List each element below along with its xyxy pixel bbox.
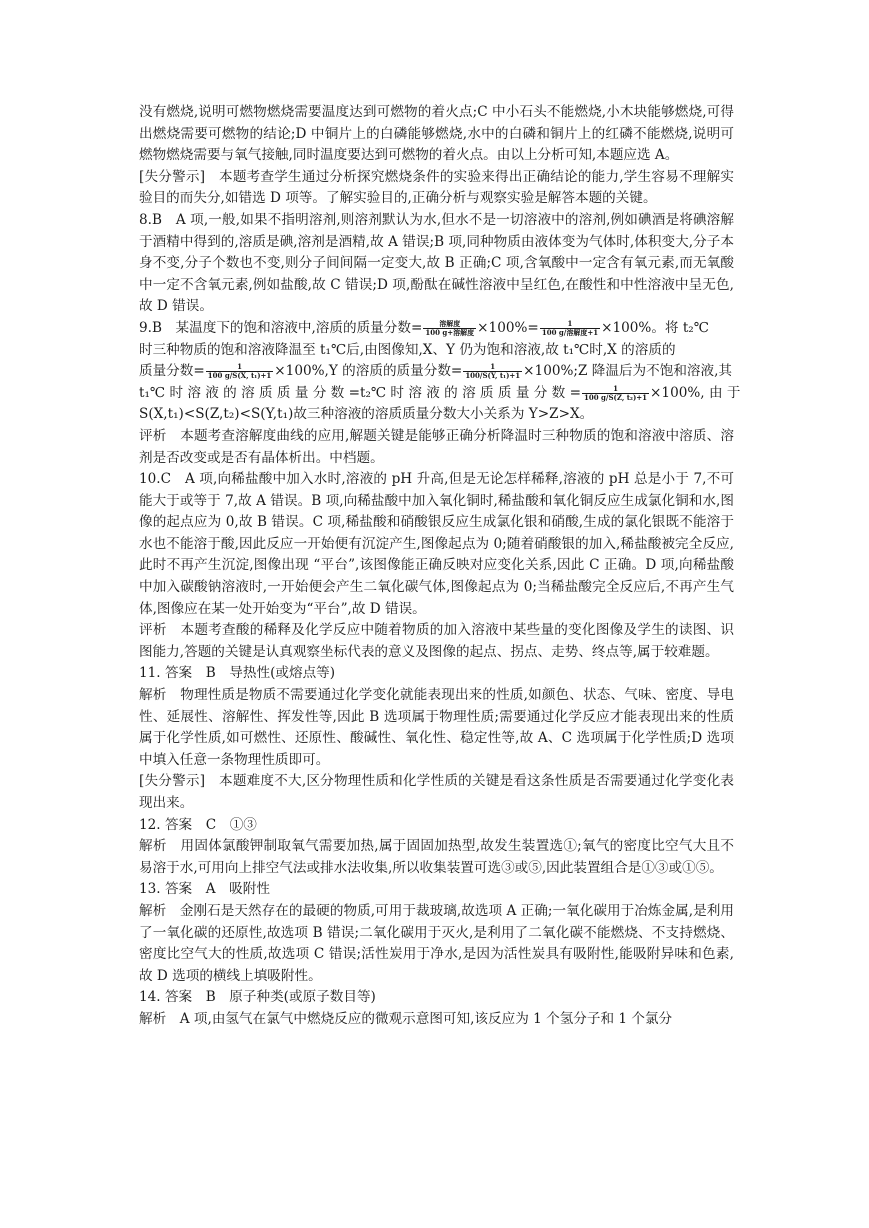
paragraph-q12-analysis: 解析 用固体氯酸钾制取氧气需要加热,属于固固加热型,故发生装置选①;氧气的密度比空气大且不易溶于水,可用向上排空气法或排水法收集,所以收集装置可选③或⑤,因此装置组合是①③或①⑤。 (139, 838, 734, 876)
fraction-y-t1: $\frac{1}{\text{100/S(Y, t₁)+1}}$ (465, 362, 521, 381)
paragraph-q12-answer: 12. 答案 C ①③ (139, 816, 257, 833)
paragraph-q14-answer: 14. 答案 B 原子种类(或原子数目等) (139, 989, 376, 1006)
fraction-mass-fraction: $\frac{\text{溶解度}}{\text{100 g+溶解度}}$ (425, 318, 475, 337)
paragraph-q11-warning: [失分警示] 本题难度不大,区分物理性质和化学性质的关键是看这条性质是否需要通过化学变化表现出来。 (139, 773, 734, 811)
paragraph-q11-answer: 11. 答案 B 导热性(或熔点等) (139, 665, 336, 682)
paragraph-q9-review: 评析 本题考查溶解度曲线的应用,解题关键是能够正确分析降温时三种物质的饱和溶液中溶质、溶剂是否改变或是否有晶体析出。中档题。 (139, 427, 734, 466)
q9-line-4: t₁℃ 时 溶 液 的 溶 质 质 量 分 数 =t₂℃ 时 溶 液 的 溶 质 质 量 分 数 = $\frac{1}{\text{100 g/S(Z, t₂)+1}}$ ×100%, 由 于 (139, 383, 741, 402)
paragraph-q8: 8.B A 项,一般,如果不指明溶剂,则溶剂默认为水,但水不是一切溶液中的溶剂,例如碘酒是将碘溶解于酒精中得到的,溶质是碘,溶剂是酒精,故 A 错误;B 项,同种物质由液体变为气体时,体积变大,分子本身不变,分子个数也不变,则分子间间隔一定变大,故 B 正确;C 项,含氧酸中一定含有氧元素,而无氧酸中一定不含氧元素,例如盐酸,故 C 错误;D 项,酚酞在碱性溶液中呈红色,在酸性和中性溶液中呈无色,故 D 错误。 (139, 211, 734, 315)
q9-line-1: 9.B 某温度下的饱和溶液中,溶质的质量分数= $\frac{\text{溶解度}}{\text{100 g+溶解度}}$ ×100%= $\frac{1}{\text{100 g/溶解度+1}}$ ×100%。将 t₂℃ (139, 318, 709, 337)
paragraph-q11-analysis: 解析 物理性质是物质不需要通过化学变化就能表现出来的性质,如颜色、状态、气味、密度、导电性、延展性、溶解性、挥发性等,因此 B 选项属于物理性质;需要通过化学反应才能表现出来的性质属于化学性质,如可燃性、还原性、酸碱性、氧化性、稳定性等,故 A、C 选项属于化学性质;D 选项中填入任意一条物理性质即可。 (139, 687, 734, 768)
paragraph-q13-answer: 13. 答案 A 吸附性 (139, 881, 270, 898)
paragraph-q14-analysis: 解析 A 项,由氢气在氯气中燃烧反应的微观示意图可知,该反应为 1 个氢分子和 1 个氯分 (139, 1010, 673, 1027)
q9-line-5: S(X,t₁)<S(Z,t₂)<S(Y,t₁)故三种溶液的溶质质量分数大小关系为 Y>Z>X。 (139, 406, 594, 423)
q9-line-2: 时三种物质的饱和溶液降温至 t₁℃后,由图像知,X、Y 仍为饱和溶液,故 t₁℃时,X 的溶质的 (139, 341, 676, 358)
fraction-x-t1: $\frac{1}{\text{100 g/S(X, t₁)+1}}$ (207, 362, 272, 381)
paragraph-q13-analysis: 解析 金刚石是天然存在的最硬的物质,可用于裁玻璃,故选项 A 正确;一氧化碳用于冶炼金属,是利用了一氧化碳的还原性,故选项 B 错误;二氧化碳用于灭火,是利用了二氧化碳不能燃烧、不支持燃烧、密度比空气大的性质,故选项 C 错误;活性炭用于净水,是因为活性炭具有吸附性,能吸附异味和色素,故 D 选项的横线上填吸附性。 (139, 902, 734, 984)
paragraph-q9 (139, 318, 741, 426)
paragraph-q10: 10.C A 项,向稀盐酸中加入水时,溶液的 pH 升高,但是无论怎样稀释,溶液的 pH 总是小于 7,不可能大于或等于 7,故 A 错误。B 项,向稀盐酸中加入氧化铜时,稀盐酸和氧化铜反应生成氯化铜和水,图像的起点应为 0,故 B 错误。C 项,稀盐酸和硝酸银反应生成氯化银和硝酸,生成的氯化银既不能溶于水也不能溶于酸,因此反应一开始便有沉淀产生,图像起点为 0;随着硝酸银的加入,稀盐酸被完全反应,此时不再产生沉淀,图像出现 “平台”,该图像能正确反映对应变化关系,因此 C 正确。D 项,向稀盐酸中加入碳酸钠溶液时,一开始便会产生二氧化碳气体,图像起点为 0;当稀盐酸完全反应后,不再产生气体,图像应在某一处开始变为“平台”,故 D 错误。 (139, 471, 734, 617)
paragraph-q7-warning: [失分警示] 本题考查学生通过分析探究燃烧条件的实验来得出正确结论的能力,学生容易不理解实验目的而失分,如错选 D 项等。了解实验目的,正确分析与观察实验是解答本题的关键。 (139, 168, 734, 207)
paragraph-q10-review: 评析 本题考查酸的稀释及化学反应中随着物质的加入溶液中某些量的变化图像及学生的读图、识图能力,答题的关键是认真观察坐标代表的意义及图像的起点、拐点、走势、终点等,属于较难题。 (139, 622, 734, 660)
document-page (139, 102, 741, 1031)
paragraph-q7-analysis: 没有燃烧,说明可燃物燃烧需要温度达到可燃物的着火点;C 中小石头不能燃烧,小木块能够燃烧,可得出燃烧需要可燃物的结论;D 中铜片上的白磷能够燃烧,水中的白磷和铜片上的红磷不能燃烧,说明可燃物燃烧需要与氧气接触,同时温度要达到可燃物的着火点。由以上分析可知,本题应选 A。 (139, 104, 734, 164)
fraction-z-t2: $\frac{1}{\text{100 g/S(Z, t₂)+1}}$ (583, 383, 648, 402)
q9-line-3: 质量分数= $\frac{1}{\text{100 g/S(X, t₁)+1}}$ ×100%,Y 的溶质的质量分数= $\frac{1}{\text{100/S(Y, t₁)+1}}$ ×100%;Z 降温后为不饱和溶液,其 (139, 362, 733, 381)
fraction-reciprocal: $\frac{1}{\text{100 g/溶解度+1}}$ (541, 318, 599, 337)
